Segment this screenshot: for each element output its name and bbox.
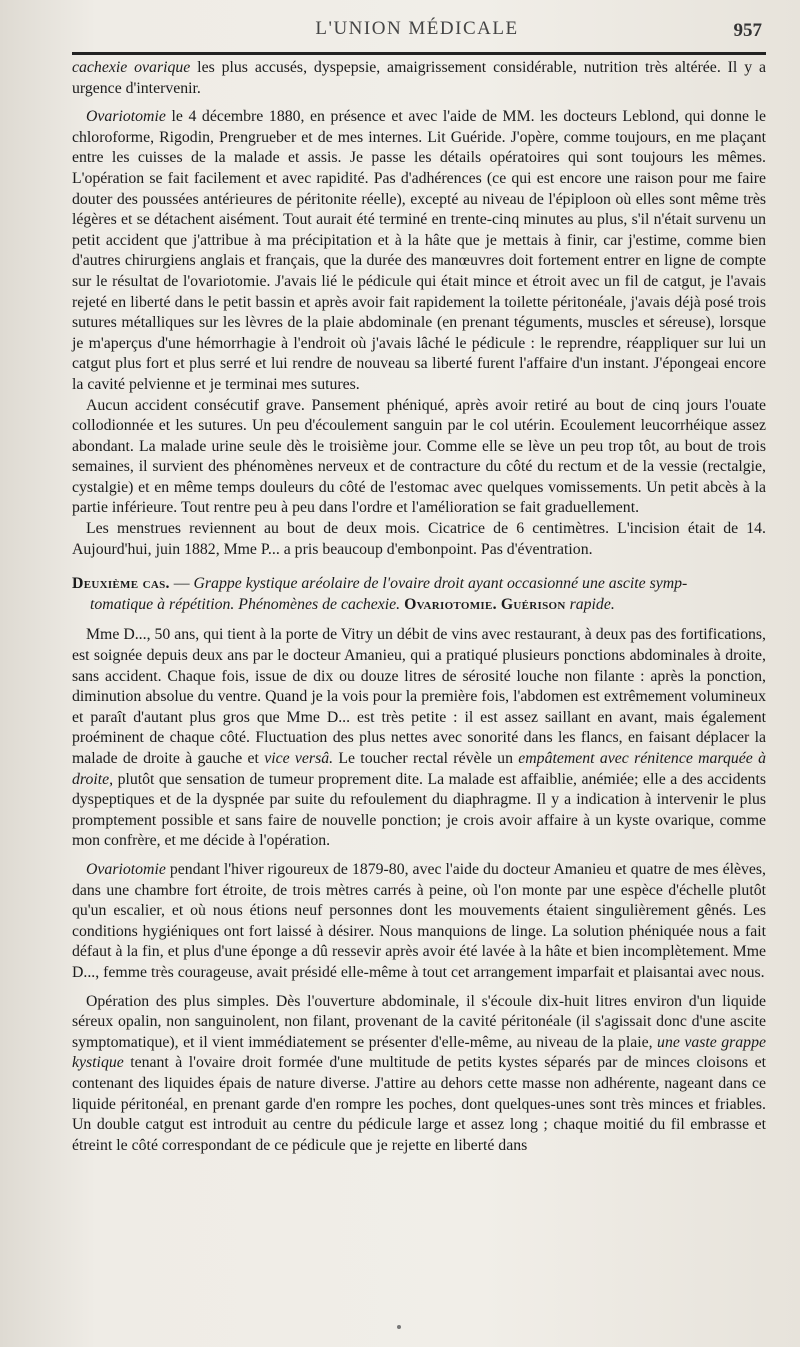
case-procedure: Ovariotomie. — [404, 595, 497, 613]
paragraph-operation — [72, 992, 766, 1157]
case-outcome: Guérison — [500, 595, 566, 613]
article-body — [72, 58, 766, 1307]
paragraph-text: les plus accusés, dyspepsie, amaigrissement considérable, nutrition très altérée. Il y a urgence d'intervenir. — [72, 59, 766, 97]
paragraph-cachexie — [72, 58, 766, 99]
italic-term: vice versâ. — [264, 750, 334, 767]
paragraph-text: Opération des plus simples. Dès l'ouverture abdominale, il s'écoule dix-huit litres environ d'un liquide séreux opalin, non sanguinolent, non filant, provenant de la cavité péritonéale (il s'agissait donc d'une ascite symptomatique), et il vient immédiatement se présenter d'elle-même, au niveau de la plaie, — [72, 992, 766, 1051]
italic-term: Ovariotomie — [86, 860, 166, 878]
paragraph-text: Les menstrues reviennent au bout de deux mois. Cicatrice de 6 centimètres. L'incision était de 14. Aujourd'hui, juin 1882, Mme P... a pris beaucoup d'embonpoint. Pas d'éventration. — [72, 520, 766, 558]
paragraph-text: plutôt que sensation de tumeur proprement dite. La malade est affaiblie, anémiée; elle a des accidents dyspeptiques et de la dyspnée par suite du refoulement du diaphragme. Il y a indication à intervenir le plus promptement possible et sans faire de nouvelle ponction; je crois avoir affaire à un kyste ovarique, comme mon confrère, et me décide à l'opération. — [72, 770, 766, 850]
paragraph-text: Mme D..., 50 ans, qui tient à la porte de Vitry un débit de vins avec restaurant, à deux pas des fortifications, est soignée depuis deux ans par le docteur Amanieu, qui a pratiqué plusieurs ponctions abdominales à droite, sans accident. Chaque fois, issue de dix ou douze litres de sérosité louche non filante : après la ponction, diminution absolue du ventre. Quand je la vois pour la première fois, l'abdomen est extrêmement volumineux et paraît d'autant plus gros que Mme D... est très petite : il est assez saillant en avant, mais également proéminent de chaque côté. Fluctuation des plus nettes avec sonorité dans les flancs, en faisant déplacer la malade de droite à gauche et — [72, 626, 766, 767]
heading-dash: — — [169, 575, 194, 593]
case-heading — [72, 574, 766, 615]
italic-term: une vaste grappe kystique — [72, 1033, 766, 1072]
italic-term: empâtement avec rénitence marquée à droite, — [72, 750, 766, 788]
paragraph-text: le 4 décembre 1880, en présence et avec l'aide de MM. les docteurs Leblond, qui donne le chloroforme, Rigodin, Prengrueber et de mes internes. Lit Guéride. J'opère, comme toujours, en me plaçant entre les cuisses de la malade et assis. Je passe les détails opératoires qui sont toujours les mêmes. L'opération se fait facilement et avec rapidité. Pas d'adhérences (ce qui est encore une raison pour me faire douter des poussées antérieures de péritonite réelle), excepté au niveau de l'épiploon où elles sont même très légères et se détachent aisément. Tout aurait été terminé en trente-cinq minutes au plus, s'il n'était survenu un petit accident que j'attribue à ma précipitation et à la hâte que je mettais à finir, car j'estime, comme bien d'autres chirurgiens anglais et français, que la durée des manœuvres doit fortement entrer en ligne de compte sur le résultat de l'ovariotomie. J'avais lié le pédicule qui était mince et étroit avec un fil de catgut, je l'avais rejeté en liberté dans le petit bassin et après avoir fait rapidement la toilette péritonéale, j'avais déjà posé trois sutures métalliques sur les lèvres de la plaie abdominale (en prenant téguments, muscles et séreuse), lorsque je m'aperçus d'une hémorrhagie à l'endroit où j'avais lâché le pédicule : le reprendre, réappliquer sur lui un catgut plus fort et plus serré et lui rendre de nouveau sa liberté furent l'affaire d'un instant. J'épongeai encore la cavité pelvienne et je terminai mes sutures. — [72, 108, 766, 393]
case-label: Deuxième cas. — [72, 575, 170, 593]
header-rule — [72, 52, 766, 55]
case-title-continuation — [72, 595, 766, 616]
paragraph-ovariotomie-2 — [72, 860, 766, 984]
print-speck — [397, 1325, 401, 1329]
paragraph-mme-d — [72, 625, 766, 852]
case-outcome-qualifier: rapide. — [569, 595, 615, 613]
paragraph-text: pendant l'hiver rigoureux de 1879-80, avec l'aide du docteur Amanieu et quatre de mes élèves, dans une chambre fort étroite, de trois mètres carrés à peine, où l'on monte par une espèce d'échelle plutôt qu'un escalier, et où nous étions neuf personnes dont les mouvements étaient singulièrement gênés. Les conditions hygiéniques ont fort laissé à désirer. Nous manquions de linge. La solution phéniquée nous a fait défaut à la fin, et plus d'une éponge a dû ressevir après avoir été lavée à la hâte et bien incomplètement. Mme D..., femme très courageuse, avait présidé elle-même à tout cet arrangement imparfait et plaisantai avec nous. — [72, 860, 766, 981]
case-title-part-1: Grappe kystique aréolaire de l'ovaire droit ayant occasionné une ascite symp- — [193, 575, 688, 593]
paragraph-text: tenant à l'ovaire droit formée d'une multitude de petits kystes séparés par de minces cloisons et contenant des liquides épais de nature diverse. J'attire au dehors cette masse non adhérente, nageant dans ce liquide péritonéal, en prenant garde d'en rompre les poches, dont quelques-unes sont très minces et friables. Un double catgut est introduit au centre du pédicule large et assez long ; chaque moitié du fil embrasse et étreint le côté correspondant de ce pédicule que je rejette en liberté dans — [72, 1054, 766, 1154]
running-head — [70, 14, 764, 48]
italic-term: Ovariotomie — [86, 108, 166, 126]
case-title-part-2: tomatique à répétition. Phénomènes de cachexie. — [90, 595, 401, 613]
page-number: 957 — [733, 20, 762, 41]
italic-term: cachexie ovarique — [72, 59, 191, 76]
paragraph-text: Aucun accident consécutif grave. Pansement phéniqué, après avoir retiré au bout de cinq jours l'ouate collodionnée et les sutures. Un peu d'écoulement sanguin par le col utérin. Ecoulement leucorrhéique assez abondant. La malade urine seule dès le troisième jour. Comme elle se lève un peu trop tôt, au bout de trois semaines, il survient des phénomènes nerveux et de contracture du côté du rectum et de la vessie (rectalgie, cystalgie) et en même temps douleurs du côté de l'estomac avec quelques vomissements. Un petit abcès à la partie inférieure. Tout rentre peu à peu dans l'ordre et l'amélioration se fait graduellement. — [72, 396, 766, 517]
paragraph-ovariotomie-1 — [72, 107, 766, 395]
journal-title: L'UNION MÉDICALE — [315, 18, 519, 39]
paragraph-suites — [72, 396, 766, 520]
paragraph-menstrues — [72, 519, 766, 560]
paragraph-text: Le toucher rectal révèle un — [333, 750, 519, 767]
